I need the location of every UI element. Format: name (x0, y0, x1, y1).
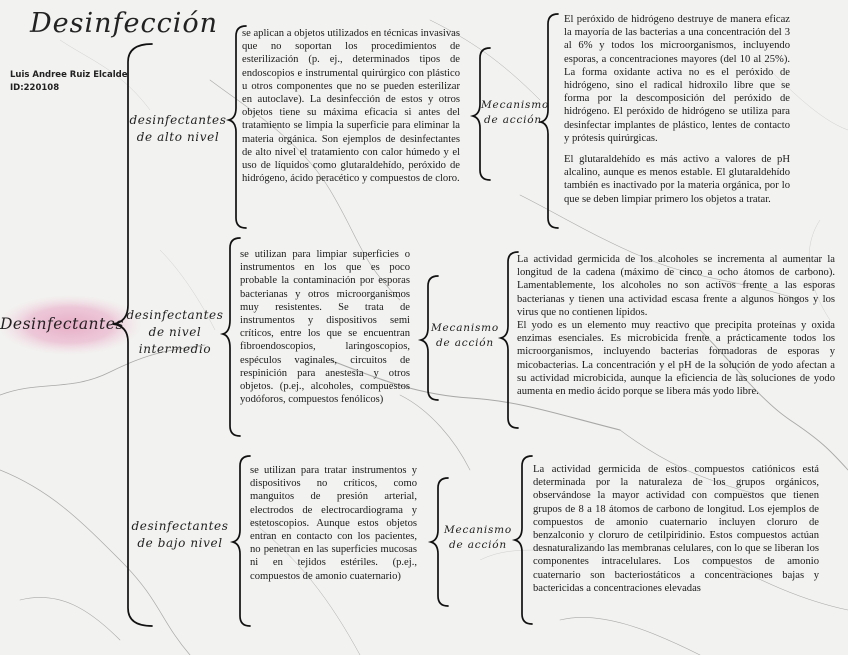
mechanism-label-high: Mecanismo de acción (481, 99, 550, 126)
mechanism-paragraph: La actividad germicida de estos compuestos catiónicos está determinada por la naturaleza de los grupos orgánicos, observándose la mayor actividad con compuestos que tienen grupos de 8 a 18 átomos de carbono de longitud. Los ejemplos de compuestos de amonio cuaternario incluyen cloruro de benzalconio y cloruro de cetilpiridinio. Estos compuestos actúan desnaturalizando las membranas celulares, con lo que se liberan los componentes intracelulares. Los compuestos de amonio cuaternario son bacteriostáticos a concentraciones bajas y bactericidas a concentraciones elevadas (533, 464, 819, 594)
level-description-intermediate: se utilizan para limpiar superficies o instrumentos en los que es poco probable la contaminación por esporas bacterianas y otros microorganismos muy resistentes. Se trata de instrumentos y dispositivos semi críticos, entre los que se encuentran fibroendoscopios, laringoscopios, espéculos vaginales, circuitos de respinición para anestesia y otros objetos. (p.ej., alcoholes, compuestos yodóforos, compuestos fenólicos) (240, 249, 410, 406)
mechanism-text-low (533, 463, 819, 595)
root-node: Desinfectantes (0, 315, 124, 333)
mechanism-text-high (564, 13, 790, 206)
level-label-low: desinfectantes de bajo nivel (131, 519, 229, 550)
mechanism-paragraph: La actividad germicida de los alcoholes se incrementa al aumentar la longitud de la cadena (máximo de cinco a ocho átomos de carbono). Lamentablemente, los alcoholes no son activos frente a las esporas bacterianas y tienen una actividad escasa frente a algunos hongos y los virus que no contienen lípidos. (517, 254, 835, 318)
mechanism-paragraph: El glutaraldehído es más activo a valores de pH alcalino, aunque es menos estable. El glutaraldehído también es inactivado por la materia orgánica, por lo que se deben limpiar primero los objetos a tratar. (564, 154, 790, 205)
mechanism-text-intermediate (517, 253, 835, 398)
mechanism-paragraph: El peróxido de hidrógeno destruye de manera eficaz la mayoría de las bacterias a una concentración del 3 al 6% y todos los microorganismos, incluyendo esporas, a concentraciones mayores (del 10 al 25%). La forma oxidante activa no es el peróxido de hidrógeno, sino el radical hidroxilo libre que se forma por la descomposición del peróxido de hidrógeno. El peróxido de hidrógeno se utiliza para desinfectar implantes de plástico, lentes de contacto y prótesis quirúrgicas. (564, 14, 790, 144)
author-name: Luis Andree Ruiz Elcalde (10, 70, 128, 80)
page-title: Desinfección (30, 8, 219, 39)
level-description-low: se utilizan para tratar instrumentos y dispositivos no críticos, como manguitos de presión arterial, electrodos de electrocardiograma y estetoscopios. Aunque estos objetos entran en contacto con los pacientes, no penetran en las superficies mucosas ni en tejidos estériles. (p.ej., compuestos de amonio cuaternario) (250, 465, 417, 582)
mechanism-label-intermediate: Mecanismo de acción (430, 322, 500, 349)
level-label-high: desinfectantes de alto nivel (129, 113, 227, 144)
author-id: ID:220108 (10, 83, 60, 93)
level-label-intermediate: desinfectantes de nivel intermedio (126, 308, 224, 356)
mechanism-label-low: Mecanismo de acción (443, 524, 513, 551)
mechanism-paragraph: El yodo es un elemento muy reactivo que precipita proteínas y oxida enzimas esenciales. Es microbicida frente a prácticamente todos los microorganismos, incluyendo bacterias formadoras de esporas y micobacterias. La concentración y el pH de la solución de yodo afectan a su actividad microbicida, aunque la eficiencia de las soluciones de yodo aumenta en medio ácido porque se libera más yodo libre. (517, 320, 835, 398)
level-description-high: se aplican a objetos utilizados en técnicas invasivas que no soportan los procedimientos de esterilización (p. ej., determinados tipos de endoscopios e instrumental quirúrgico con plástico u otros componentes que no se pueden esterilizar en autoclave). La desinfección de estos y otros objetos tiene su máxima eficacia si antes del tratamiento se limpia la superficie para eliminar la materia orgánica. Son ejemplos de desinfectantes de alto nivel el tratamiento con calor húmedo y el uso de líquidos como glutaraldehído, peróxido de hidrógeno, ácido peracético y compuestos de cloro. (242, 28, 460, 185)
